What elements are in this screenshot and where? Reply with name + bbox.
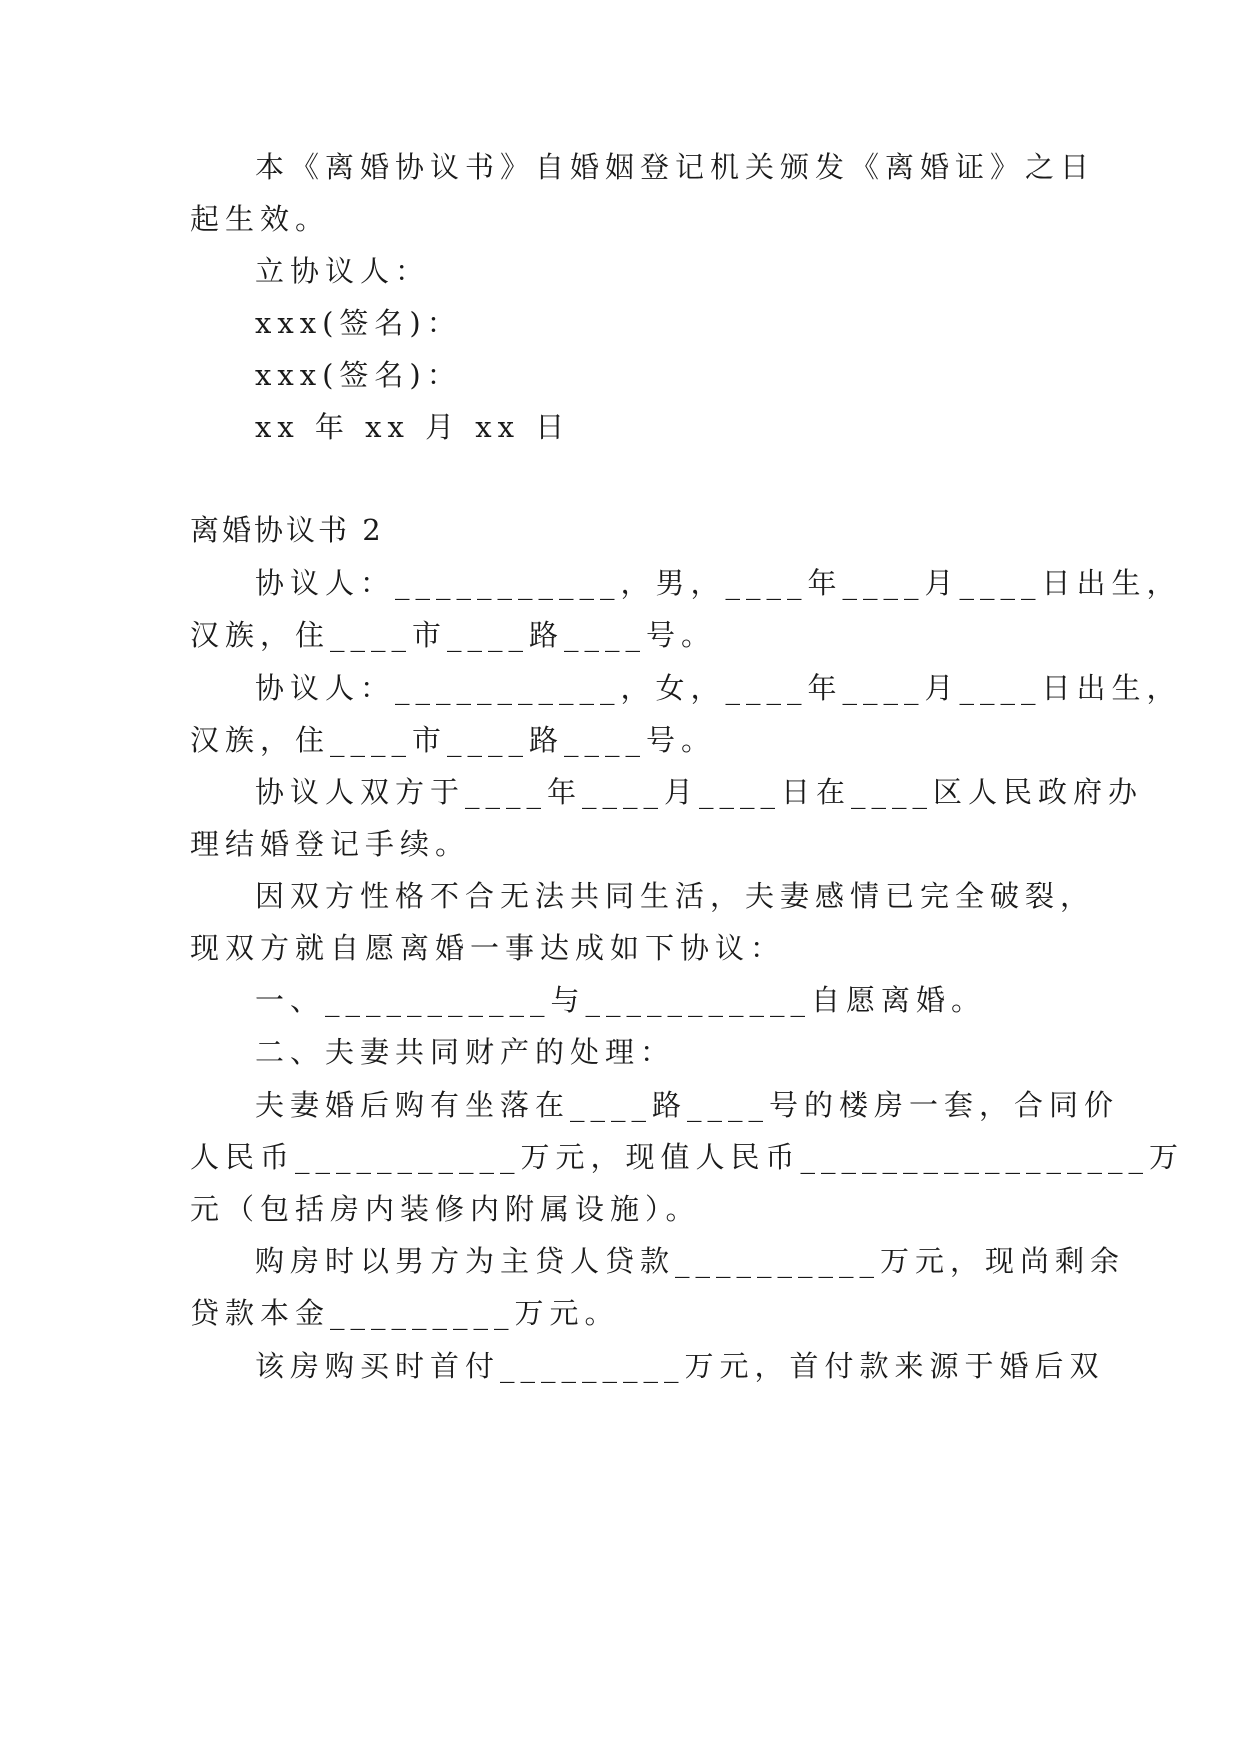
paragraph-line: 本《离婚协议书》自婚姻登记机关颁发《离婚证》之日 [255,150,1096,184]
signature-line: xxx(签名)： [255,306,462,340]
paragraph-line: 汉族，住____市____路____号。 [190,618,717,652]
clause-line: 一、___________与___________自愿离婚。 [255,983,987,1017]
paragraph-line: 协议人：___________，男，____年____月____日出生， [255,566,1182,600]
paragraph-line: 夫妻婚后购有坐落在____路____号的楼房一套，合同价 [255,1088,1120,1122]
section-title: 离婚协议书 2 [190,513,384,547]
paragraph-line: 贷款本金_________万元。 [190,1296,620,1330]
paragraph-line: 元（包括房内装修内附属设施）。 [190,1192,701,1226]
paragraph-line: 购房时以男方为主贷人贷款__________万元，现尚剩余 [255,1244,1126,1278]
paragraph-line: 起生效。 [190,202,331,236]
paragraph-line: 汉族，住____市____路____号。 [190,723,717,757]
paragraph-line: 理结婚登记手续。 [190,827,471,861]
paragraph-line: 因双方性格不合无法共同生活，夫妻感情已完全破裂， [255,879,1096,913]
signatory-heading: 立协议人： [255,254,431,288]
paragraph-line: 现双方就自愿离婚一事达成如下协议： [190,931,786,965]
signature-line: xxx(签名)： [255,358,462,392]
clause-line: 二、夫妻共同财产的处理： [255,1035,676,1069]
paragraph-line: 人民币___________万元，现值人民币_________________万 [190,1140,1185,1174]
paragraph-line: 协议人双方于____年____月____日在____区人民政府办 [255,775,1144,809]
paragraph-line: 该房购买时首付_________万元，首付款来源于婚后双 [255,1349,1105,1383]
date-line: xx 年 xx 月 xx 日 [255,410,571,444]
paragraph-line: 协议人：___________，女，____年____月____日出生， [255,671,1182,705]
